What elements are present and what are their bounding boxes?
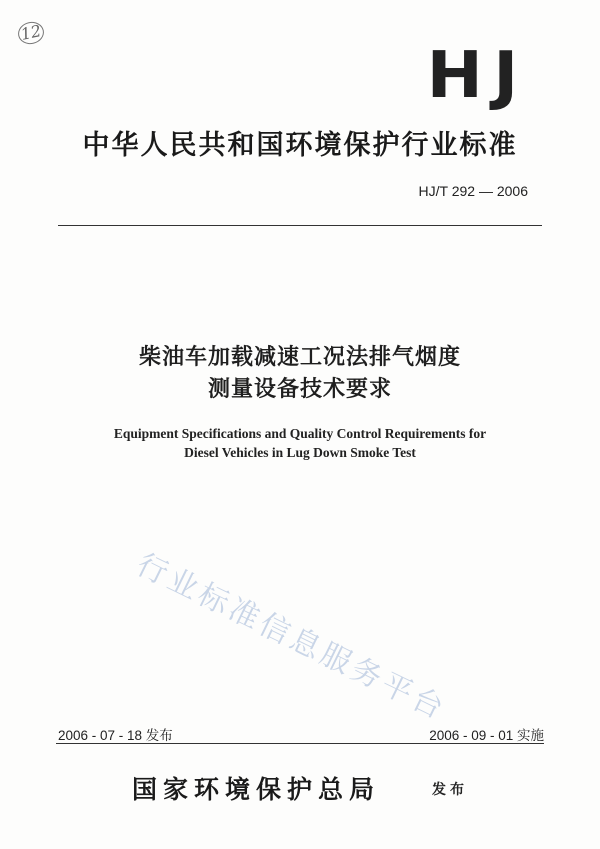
title-cn-line2: 测量设备技术要求 [207, 377, 392, 402]
handwritten-page-mark: 12 [16, 20, 46, 47]
issue-date: 2006 - 07 - 18 发布 [58, 728, 173, 743]
bottom-divider [56, 743, 544, 744]
top-divider [58, 225, 542, 226]
issuer-title: 中华人民共和国环境保护行业标准 [82, 130, 518, 161]
title-cn-line1: 柴油车加载减速工况法排气烟度 [138, 345, 461, 370]
title-en-line2: Diesel Vehicles in Lug Down Smoke Test [184, 445, 416, 460]
hj-logo: HJ [426, 39, 529, 113]
publish-label: 发布 [432, 782, 468, 798]
standard-number: HJ/T 292 — 2006 [418, 183, 528, 199]
title-en-line1: Equipment Specifications and Quality Control Requirements for [113, 426, 487, 441]
publisher: 国家环境保护总局 [132, 775, 381, 804]
implementation-date: 2006 - 09 - 01 实施 [429, 728, 544, 743]
watermark: 行业标准信息服务平台 [131, 547, 453, 728]
